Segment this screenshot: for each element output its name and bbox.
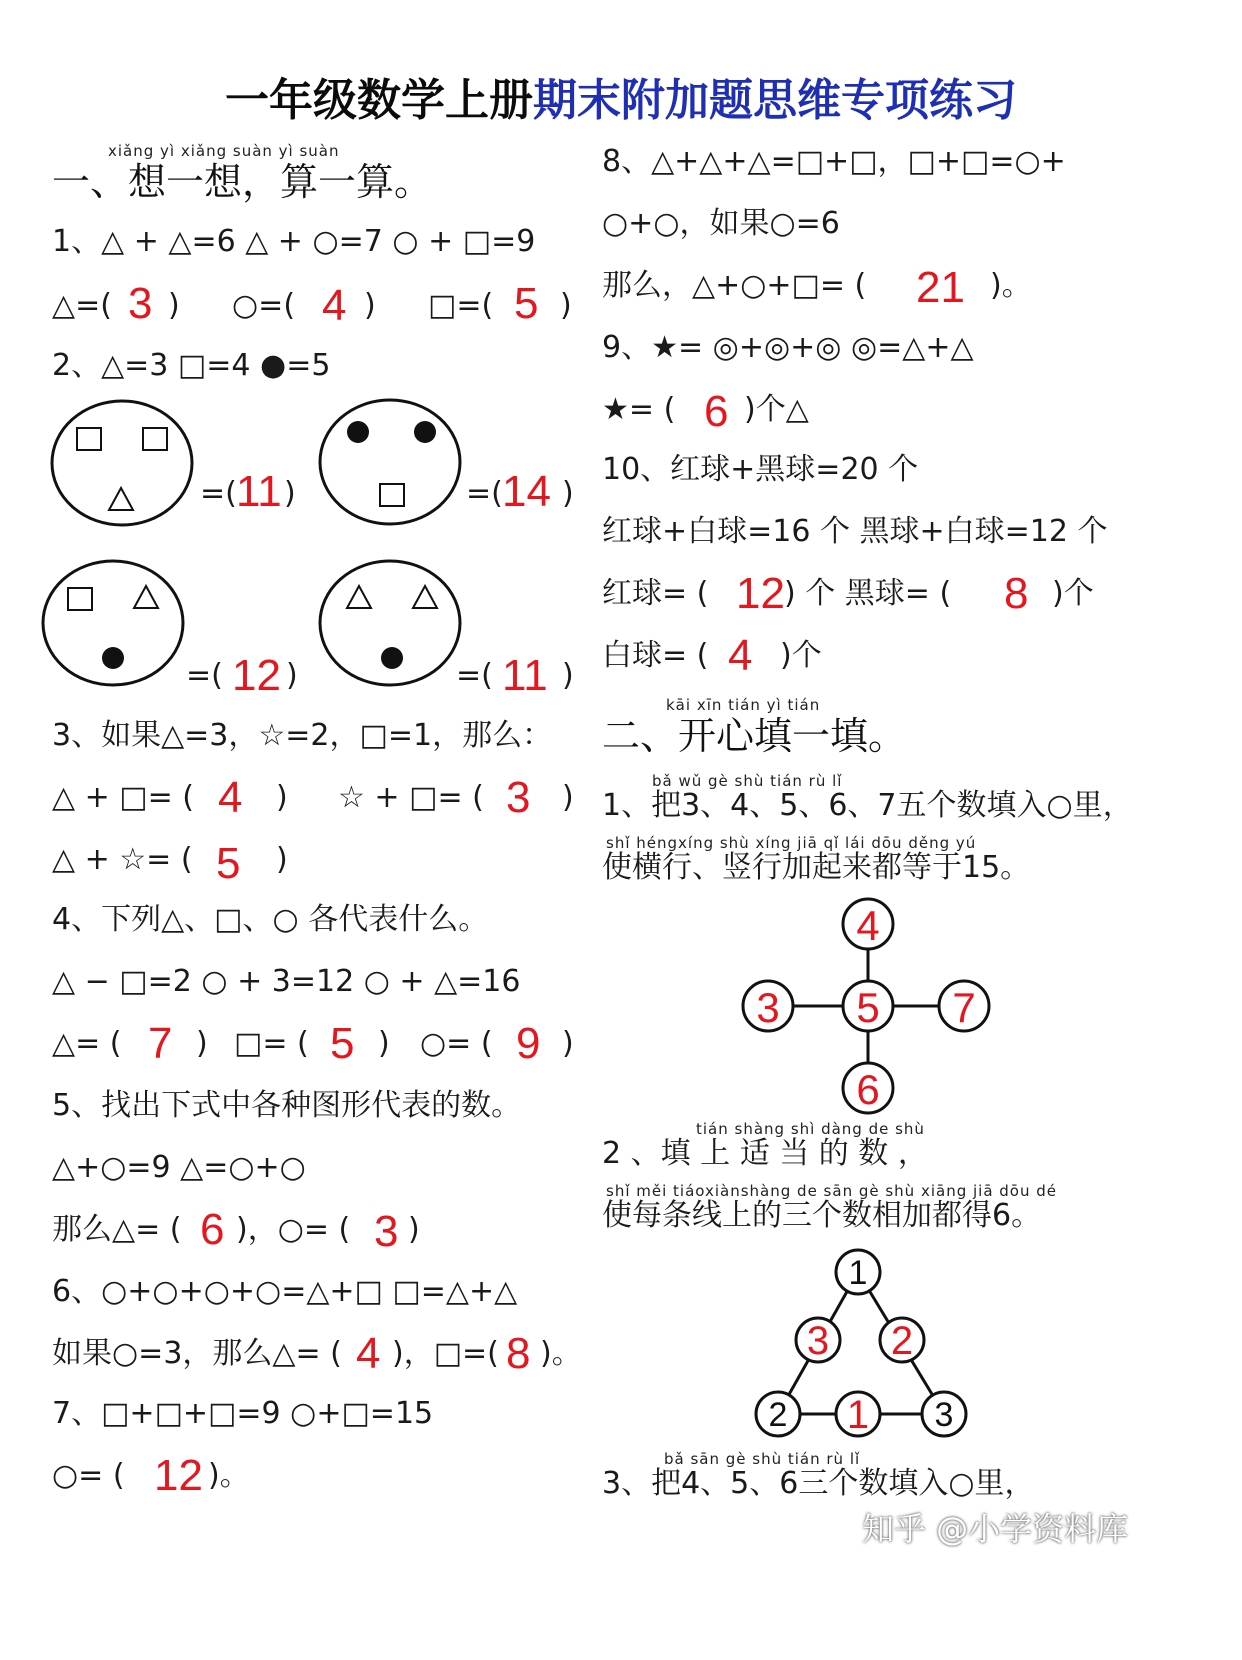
q2-rp4: ) [562, 658, 574, 693]
face-2 [320, 400, 460, 524]
tri-top: 1 [848, 1254, 868, 1292]
q10-answer-black: 8 [1004, 569, 1029, 618]
cross-diagram [730, 896, 1010, 1116]
q10-line2: 红球+白球=16 个 黑球+白球=12 个 [602, 514, 1108, 549]
q1-rparen: ) [168, 288, 180, 323]
q10-white-end: )个 [780, 638, 822, 673]
cross-left: 3 [756, 984, 780, 1031]
f1-pinyin2: shǐ héngxíng shù xíng jiā qǐ lái dōu děng yú [606, 834, 977, 852]
q9-answer: 6 [704, 387, 729, 436]
q5-question: 5、找出下式中各种图形代表的数。 [52, 1088, 522, 1123]
q3-question: 3、如果△=3，☆=2，□=1，那么： [52, 718, 553, 753]
q6-line1: 如果○=3，那么△= ( [52, 1336, 342, 1371]
section2-title: 二、开心填一填。 [602, 714, 907, 758]
q1-answer-square: 5 [514, 279, 539, 328]
q3-rp2: ) [562, 780, 574, 815]
q9-question: 9、★= ◎+◎+◎ ◎=△+△ [602, 330, 974, 365]
q3-rp3: ) [276, 842, 288, 877]
q4-line3: ○= ( [420, 1026, 493, 1061]
section1-title: 一、想一想，算一算。 [52, 160, 433, 204]
q9-end: )个△ [744, 392, 809, 427]
q6-answer-2: 8 [506, 1329, 531, 1378]
cross-center: 5 [856, 984, 880, 1031]
q3-answer-3: 5 [216, 839, 241, 888]
q6-answer-1: 4 [356, 1329, 381, 1378]
q1-equations: 1、△ + △=6 △ + ○=7 ○ + □=9 [52, 224, 536, 259]
q4-equations: △ − □=2 ○ + 3=12 ○ + △=16 [52, 964, 521, 999]
q10-white-label: 白球= ( [602, 638, 709, 673]
q4-question: 4、下列△、□、○ 各代表什么。 [52, 902, 489, 937]
q1-sq-label: □=( [428, 288, 494, 323]
f3-question: 3、把4、5、6三个数填入○里， [602, 1466, 1035, 1501]
cross-right: 7 [952, 984, 976, 1031]
section2-pinyin: kāi xīn tián yì tián [666, 696, 821, 714]
q2-rp3: ) [286, 658, 298, 693]
page-title [0, 64, 1242, 128]
q6-question: 6、○+○+○+○=△+□ □=△+△ [52, 1274, 518, 1309]
q2-eq3: =( [186, 658, 223, 693]
q4-rp1: ) [196, 1026, 208, 1061]
cross-top: 4 [856, 902, 880, 949]
q10-answer-red: 12 [736, 569, 785, 618]
q3-line1: △ + □= ( [52, 780, 195, 815]
tri-mid-left: 3 [806, 1319, 830, 1363]
q3-rp1: ) [276, 780, 288, 815]
q7-question: 7、□+□+□=9 ○+□=15 [52, 1396, 434, 1431]
tri-bottom-mid: 1 [846, 1393, 870, 1437]
q1-rparen3: ) [560, 288, 572, 323]
q8-answer: 21 [916, 263, 965, 312]
q7-line1: ○= ( [52, 1458, 125, 1493]
q2-answer-4: 11 [502, 651, 548, 700]
f3-pinyin: bǎ sān gè shù tián rù lǐ [664, 1450, 861, 1468]
q1-tri-label: △=( [52, 288, 112, 323]
face-1 [52, 401, 192, 525]
q3-line3: △ + ☆= ( [52, 842, 193, 877]
q4-answer-3: 9 [516, 1019, 541, 1068]
q10-answer-white: 4 [728, 631, 753, 680]
q2-eq4: =( [456, 658, 493, 693]
q6-line2: )，□=( [392, 1336, 499, 1371]
f1-question2: 使横行、竖行加起来都等于15。 [602, 850, 1031, 885]
q2-rp1: ) [284, 476, 296, 511]
q3-line2: ☆ + □= ( [338, 780, 484, 815]
face-4 [320, 561, 460, 685]
q2-values: 2、△=3 □=4 ●=5 [52, 348, 331, 383]
section1-pinyin: xiǎng yì xiǎng suàn yì suàn [108, 142, 340, 160]
title-part-blue: 期末附加题思维专项练习 [533, 75, 1017, 126]
q5-rp: ) [408, 1212, 420, 1247]
q1-answer-circle: 4 [322, 281, 347, 330]
q6-end: )。 [540, 1336, 582, 1371]
q3-answer-1: 4 [218, 773, 243, 822]
q1-cir-label: ○=( [232, 288, 296, 323]
q10-red-label: 红球= ( [602, 576, 709, 611]
f1-pinyin: bǎ wǔ gè shù tián rù lǐ [652, 772, 843, 790]
q2-eq1: =( [200, 476, 237, 511]
q3-answer-2: 3 [506, 773, 531, 822]
q5-line2: )，○= ( [236, 1212, 351, 1247]
q2-rp2: ) [562, 476, 574, 511]
q5-equations: △+○=9 △=○+○ [52, 1150, 306, 1185]
f2-question2: 使每条线上的三个数相加都得6。 [602, 1198, 1042, 1233]
face-3 [43, 561, 183, 685]
f1-question: 1、把3、4、5、6、7五个数填入○里， [602, 788, 1133, 823]
triangle-diagram [740, 1242, 980, 1442]
f2-pinyin2: shǐ měi tiáoxiànshàng de sān gè shù xiāng jiā dōu dé [606, 1182, 1058, 1200]
q4-line1: △= ( [52, 1026, 122, 1061]
q7-end: )。 [208, 1458, 250, 1493]
q7-answer-1: 12 [154, 1451, 203, 1500]
q4-line2: □= ( [234, 1026, 309, 1061]
q5-answer-2: 3 [374, 1207, 399, 1256]
f2-pinyin: tián shàng shì dàng de shù [696, 1120, 925, 1138]
q2-answer-1: 11 [236, 467, 282, 516]
title-part-black: 一年级数学上册 [225, 75, 533, 126]
tri-mid-right: 2 [890, 1319, 914, 1363]
q10-question: 10、红球+黑球=20 个 [602, 452, 919, 487]
q8-end: )。 [990, 268, 1032, 303]
q10-black-label: ) 个 黑球= ( [784, 576, 952, 611]
watermark: 知乎 @小学资料库 [862, 1510, 1129, 1548]
f2-question: 2 、填 上 适 当 的 数 ， [602, 1136, 928, 1171]
tri-bottom-right: 3 [934, 1396, 954, 1434]
q5-answer-1: 6 [200, 1205, 225, 1254]
cross-bottom: 6 [856, 1066, 880, 1113]
q2-answer-3: 12 [232, 651, 281, 700]
q2-eq2: =( [466, 476, 503, 511]
tri-bottom-left: 2 [768, 1396, 788, 1434]
q1-rparen2: ) [364, 288, 376, 323]
q2-answer-2: 14 [502, 467, 551, 516]
q4-answer-1: 7 [148, 1019, 173, 1068]
q4-answer-2: 5 [330, 1019, 355, 1068]
q8-line1: 8、△+△+△=□+□，□+□=○+ [602, 144, 1066, 179]
q9-line1: ★= ( [602, 392, 676, 427]
q4-rp2: ) [378, 1026, 390, 1061]
q8-line2: ○+○，如果○=6 [602, 206, 840, 241]
q5-line1: 那么△= ( [52, 1212, 182, 1247]
q10-black-end: )个 [1052, 576, 1094, 611]
q8-line3: 那么，△+○+□= ( [602, 268, 867, 303]
q4-rp3: ) [562, 1026, 574, 1061]
q1-answer-triangle: 3 [128, 279, 153, 328]
